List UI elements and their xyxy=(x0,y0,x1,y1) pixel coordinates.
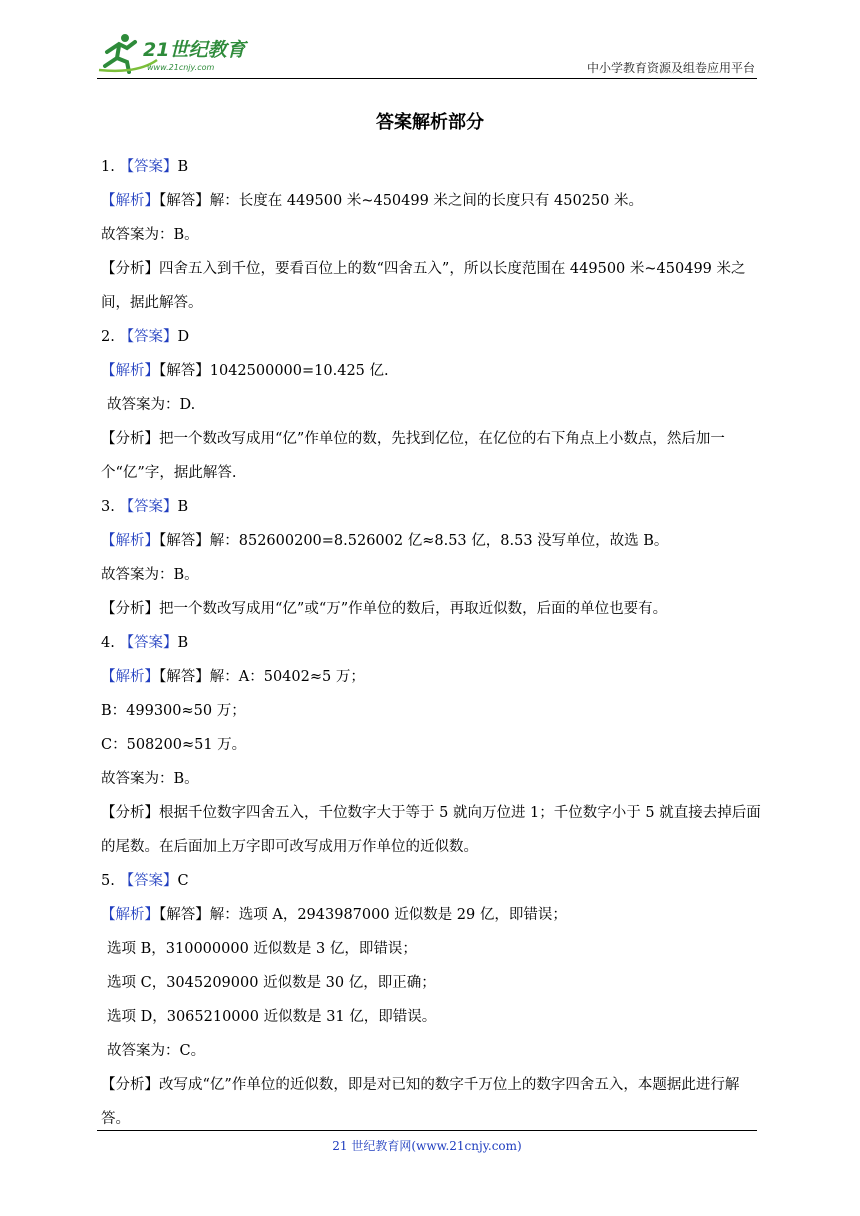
text-line xyxy=(101,218,763,252)
line-text: B xyxy=(177,499,189,515)
line-text: 【分析】把一个数改写成用“亿”或“万”作单位的数后，再取近似数，后面的单位也要有。 xyxy=(101,601,668,617)
section-tag: 【解析】 xyxy=(101,907,159,923)
text-line xyxy=(101,490,763,524)
text-line xyxy=(101,524,763,558)
text-line xyxy=(101,252,763,320)
page-title: 答案解析部分 xyxy=(376,112,484,133)
text-line xyxy=(101,1068,763,1136)
text-line xyxy=(101,796,763,864)
line-text: 故答案为：D. xyxy=(107,397,196,413)
line-text: 【分析】根据千位数字四舍五入，千位数字大于等于 5 就向万位进 1；千位数字小于 5 就直接去掉后面的尾数。在后面加上万字即可改写成用万作单位的近似数。 xyxy=(101,805,761,855)
line-text: 5. xyxy=(101,873,120,889)
text-line xyxy=(101,422,763,490)
line-text: 选项 B，310000000 近似数是 3 亿，即错误； xyxy=(107,941,417,957)
line-text: B xyxy=(177,635,189,651)
text-line xyxy=(101,932,763,966)
line-text: 3. xyxy=(101,499,120,515)
section-tag: 【解析】 xyxy=(101,669,159,685)
line-text: 2. xyxy=(101,329,120,345)
text-line xyxy=(101,558,763,592)
text-line xyxy=(101,762,763,796)
line-text: D xyxy=(177,329,190,345)
section-tag: 【解析】 xyxy=(101,363,159,379)
text-line xyxy=(101,354,763,388)
line-text: C：508200≈51 万。 xyxy=(101,737,247,753)
text-line xyxy=(101,898,763,932)
text-line xyxy=(101,184,763,218)
line-text: 【分析】把一个数改写成用“亿”作单位的数，先找到亿位，在亿位的右下角点上小数点，然后加一个“亿”字，据此解答. xyxy=(101,431,725,481)
section-tag: 【解析】 xyxy=(101,193,159,209)
text-line xyxy=(101,388,763,422)
section-tag: 【答案】 xyxy=(119,635,178,651)
line-text: 1. xyxy=(101,159,120,175)
logo-url: www.21cnjy.com xyxy=(147,63,215,72)
text-line xyxy=(101,320,763,354)
line-text: 故答案为：B。 xyxy=(101,567,199,583)
line-text: 【解答】1042500000=10.425 亿. xyxy=(159,363,389,379)
text-line xyxy=(101,592,763,626)
line-text: 故答案为：B。 xyxy=(101,771,199,787)
section-tag: 【答案】 xyxy=(119,159,178,175)
text-line xyxy=(101,966,763,1000)
text-line xyxy=(101,694,763,728)
text-line xyxy=(101,660,763,694)
page-header xyxy=(97,30,757,79)
line-text: 故答案为：B。 xyxy=(101,227,199,243)
line-text: 【分析】改写成“亿”作单位的近似数，即是对已知的数字千万位上的数字四舍五入，本题据此进行解答。 xyxy=(101,1077,740,1127)
text-line xyxy=(101,150,763,184)
line-text: B xyxy=(177,159,189,175)
section-tag: 【答案】 xyxy=(119,499,178,515)
line-text: 选项 D，3065210000 近似数是 31 亿，即错误。 xyxy=(107,1009,437,1025)
line-text: B：499300≈50 万； xyxy=(101,703,246,719)
section-tag: 【答案】 xyxy=(119,329,178,345)
page-footer: 21 世纪教育网(www.21cnjy.com) xyxy=(97,1130,757,1154)
line-text: 【分析】四舍五入到千位，要看百位上的数“四舍五入”，所以长度范围在 449500 米~450499 米之间，据此解答。 xyxy=(101,261,746,311)
platform-name: 中小学教育资源及组卷应用平台 xyxy=(586,61,755,75)
logo-text: 21世纪教育 xyxy=(143,39,246,61)
site-logo xyxy=(97,30,262,76)
line-text: 【解答】解：长度在 449500 米~450499 米之间的长度只有 450250 米。 xyxy=(159,193,643,209)
line-text: C xyxy=(177,873,189,889)
line-text: 【解答】解：A：50402≈5 万； xyxy=(159,669,365,685)
text-line xyxy=(101,864,763,898)
text-line xyxy=(101,1034,763,1068)
line-text: 故答案为：C。 xyxy=(107,1043,206,1059)
text-line xyxy=(101,626,763,660)
text-line xyxy=(101,1000,763,1034)
section-tag: 【答案】 xyxy=(119,873,178,889)
section-tag: 【解析】 xyxy=(101,533,159,549)
line-text: 【解答】解：852600200=8.526002 亿≈8.53 亿，8.53 没写单位，故选 B。 xyxy=(159,533,669,549)
text-line xyxy=(101,728,763,762)
line-text: 【解答】解：选项 A，2943987000 近似数是 29 亿，即错误； xyxy=(159,907,567,923)
line-text: 选项 C，3045209000 近似数是 30 亿，即正确； xyxy=(107,975,436,991)
answer-content xyxy=(101,150,763,1136)
line-text: 4. xyxy=(101,635,120,651)
